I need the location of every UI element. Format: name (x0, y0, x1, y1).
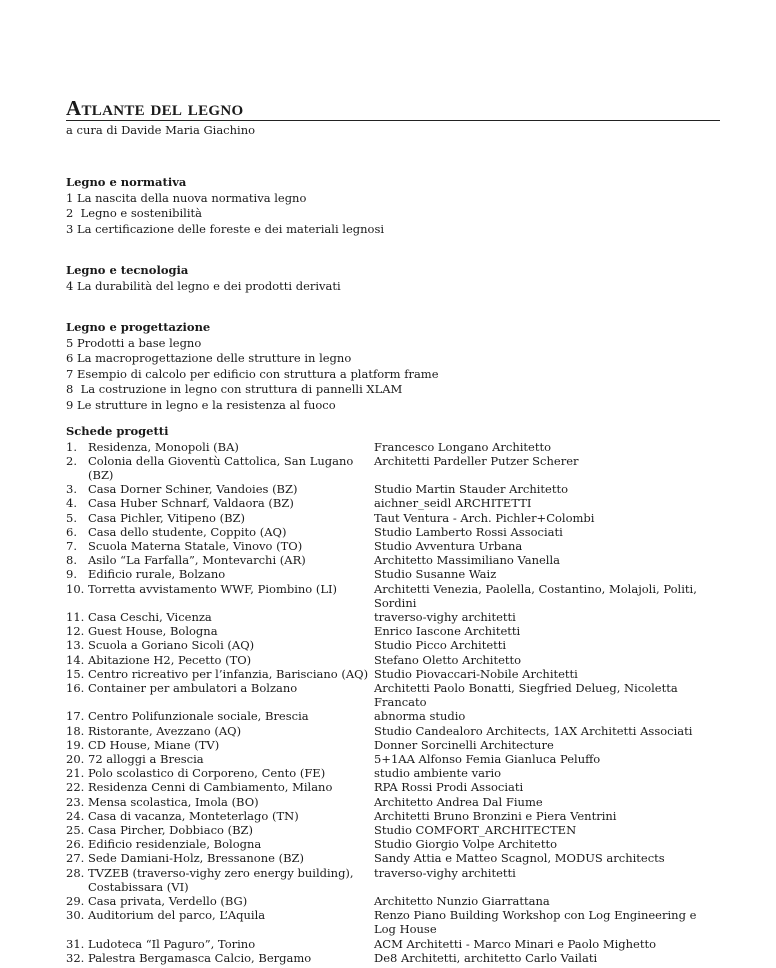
project-architect: Studio Susanne Waiz (374, 567, 497, 582)
project-name: 72 alloggi a Brescia (88, 751, 204, 766)
project-row (66, 724, 720, 738)
project-architect: Stefano Oletto Architetto (374, 652, 522, 667)
project-architect: abnorma studio (374, 709, 466, 724)
project-number: 6. (66, 524, 77, 539)
project-row (66, 809, 720, 823)
project-name: Torretta avvistamento WWF, Piombino (LI) (88, 581, 338, 596)
project-row (66, 937, 720, 951)
project-architect: De8 Architetti, architetto Carlo Vailati (374, 950, 598, 965)
chapter-entry: 7 Esempio di calcolo per edificio con struttura a platform frame (66, 366, 439, 381)
project-row (66, 567, 720, 581)
project-number: 22. (66, 780, 85, 795)
project-name: Scuola Materna Statale, Vinovo (TO) (88, 538, 303, 553)
project-row (66, 823, 720, 837)
project-row (66, 482, 720, 496)
project-architect: RPA Rossi Prodi Associati (374, 780, 524, 795)
project-architect: Studio Lamberto Rossi Associati (374, 524, 563, 539)
project-number: 14. (66, 652, 85, 667)
project-number: 28. (66, 865, 85, 880)
project-row (66, 752, 720, 766)
project-row (66, 638, 720, 652)
project-row (66, 539, 720, 553)
project-name: Colonia della Gioventù Cattolica, San Lugano (BZ) (88, 453, 354, 482)
project-number: 8. (66, 553, 77, 568)
project-name: Casa privata, Verdello (BG) (88, 894, 248, 908)
project-architect: Studio Avventura Urbana (374, 538, 523, 553)
project-name: Polo scolastico di Corporeno, Cento (FE) (88, 766, 326, 781)
project-number: 15. (66, 666, 85, 681)
project-architect: studio ambiente vario (374, 766, 502, 781)
project-row (66, 908, 720, 936)
project-name: Auditorium del parco, L’Aquila (88, 908, 266, 923)
project-name: Ristorante, Avezzano (AQ) (88, 723, 242, 738)
book-editor: a cura di Davide Maria Giachino (66, 123, 256, 137)
project-architect: Studio Picco Architetti (374, 638, 507, 653)
project-name: Casa dello studente, Coppito (AQ) (88, 524, 287, 539)
chapter-entry: 5 Prodotti a base legno (66, 335, 202, 350)
project-name: CD House, Miane (TV) (88, 737, 220, 752)
sections-container (66, 175, 720, 413)
project-name: Casa Huber Schnarf, Valdaora (BZ) (88, 496, 294, 511)
project-name: Scuola a Goriano Sicoli (AQ) (88, 638, 255, 653)
project-architect: Enrico Iascone Architetti (374, 624, 521, 639)
project-name: Palestra Bergamasca Calcio, Bergamo (88, 950, 312, 965)
project-row (66, 624, 720, 638)
project-number: 1. (66, 439, 77, 454)
project-row (66, 610, 720, 624)
project-architect: Studio Piovaccari-Nobile Architetti (374, 666, 578, 681)
project-number: 13. (66, 638, 85, 653)
project-row (66, 894, 720, 908)
chapter-section (66, 263, 720, 294)
project-architect: traverso-vighy architetti (374, 609, 516, 624)
project-row (66, 951, 720, 965)
project-row (66, 795, 720, 809)
project-row (66, 851, 720, 865)
section-heading-schede: Schede progetti (66, 424, 169, 438)
project-number: 26. (66, 837, 85, 852)
section-heading: Legno e progettazione (66, 320, 211, 334)
project-architect: Donner Sorcinelli Architecture (374, 737, 554, 752)
project-row (66, 667, 720, 681)
project-number: 9. (66, 567, 77, 582)
project-name: Ludoteca “Il Paguro”, Torino (88, 936, 256, 951)
project-row (66, 780, 720, 794)
project-architect: aichner_seidl ARCHITETTI (374, 496, 532, 511)
project-row (66, 525, 720, 539)
project-row (66, 866, 720, 894)
project-list (66, 440, 720, 966)
project-row (66, 440, 720, 454)
chapter-section (66, 320, 720, 413)
project-number: 12. (66, 624, 85, 639)
project-number: 2. (66, 453, 77, 468)
section-heading: Legno e tecnologia (66, 263, 189, 277)
project-number: 27. (66, 851, 85, 866)
project-name: Casa Pichler, Vitipeno (BZ) (88, 510, 246, 525)
project-number: 5. (66, 510, 77, 525)
project-row (66, 837, 720, 851)
chapter-entry: 2 Legno e sostenibilità (66, 206, 202, 220)
project-architect: Sandy Attia e Matteo Scagnol, MODUS architects (374, 851, 665, 866)
project-number: 25. (66, 822, 85, 837)
project-architect: Renzo Piano Building Workshop con Log Engineering e Log House (374, 908, 697, 937)
project-name: Centro Polifunzionale sociale, Brescia (88, 709, 309, 724)
project-architect: traverso-vighy architetti (374, 865, 516, 880)
project-architect: Architetto Andrea Dal Fiume (374, 794, 543, 809)
project-architect: Francesco Longano Architetto (374, 439, 551, 454)
project-row (66, 582, 720, 610)
project-name: Residenza Cenni di Cambiamento, Milano (88, 780, 333, 795)
project-number: 24. (66, 808, 85, 823)
project-architect: Architetti Venezia, Paolella, Costantino, Molajoli, Politi, Sordini (374, 581, 697, 610)
project-row (66, 681, 720, 709)
project-architect: Studio Giorgio Volpe Architetto (374, 837, 558, 852)
chapter-entry: 9 Le strutture in legno e la resistenza al fuoco (66, 397, 336, 412)
chapter-section (66, 175, 720, 237)
project-number: 21. (66, 766, 85, 781)
project-number: 10. (66, 581, 85, 596)
project-name: Casa Ceschi, Vicenza (88, 609, 212, 624)
project-number: 20. (66, 751, 85, 766)
project-name: Casa Pircher, Dobbiaco (BZ) (88, 822, 254, 837)
project-name: Casa di vacanza, Monteterlago (TN) (88, 808, 299, 823)
section-heading: Legno e normativa (66, 175, 187, 189)
project-number: 17. (66, 709, 85, 724)
project-row (66, 709, 720, 723)
project-name: Abitazione H2, Pecetto (TO) (88, 652, 252, 667)
project-row (66, 553, 720, 567)
schede-section (66, 424, 720, 965)
table-of-contents (66, 96, 720, 965)
project-architect: 5+1AA Alfonso Femia Gianluca Peluffo (374, 751, 601, 766)
title-rule (66, 120, 720, 121)
project-architect: Architetti Paolo Bonatti, Siegfried Delueg, Nicoletta Francato (374, 680, 678, 710)
project-name: Residenza, Monopoli (BA) (88, 439, 239, 454)
chapter-entry: 6 La macroprogettazione delle strutture in legno (66, 351, 352, 365)
project-architect: ACM Architetti - Marco Minari e Paolo Mighetto (374, 936, 657, 951)
project-name: Sede Damiani-Holz, Bressanone (BZ) (88, 851, 305, 866)
project-number: 30. (66, 908, 85, 923)
chapter-entry: 3 La certificazione delle foreste e dei materiali legnosi (66, 221, 385, 236)
book-title: Atlante del legno (66, 96, 244, 120)
project-name: Asilo “La Farfalla”, Montevarchi (AR) (88, 553, 306, 568)
project-number: 7. (66, 538, 77, 553)
project-number: 3. (66, 482, 77, 497)
project-name: Casa Dorner Schiner, Vandoies (BZ) (88, 482, 298, 497)
project-name: Centro ricreativo per l’infanzia, Barisciano (AQ) (88, 666, 369, 681)
project-number: 16. (66, 680, 85, 695)
project-name: Edificio residenziale, Bologna (88, 837, 262, 852)
project-number: 18. (66, 723, 85, 738)
project-row (66, 511, 720, 525)
project-number: 32. (66, 950, 85, 965)
project-name: TVZEB (traverso-vighy zero energy building), Costabissara (VI) (88, 865, 354, 894)
project-name: Mensa scolastica, Imola (BO) (88, 794, 259, 809)
project-architect: Studio Candealoro Architects, 1AX Architetti Associati (374, 723, 693, 738)
project-architect: Architetto Nunzio Giarrattana (374, 894, 550, 908)
project-row (66, 738, 720, 752)
project-architect: Architetti Pardeller Putzer Scherer (374, 453, 579, 468)
chapter-entry: 8 La costruzione in legno con struttura di pannelli XLAM (66, 382, 403, 396)
project-number: 29. (66, 894, 85, 908)
project-architect: Studio COMFORT_ARCHITECTEN (374, 822, 577, 837)
project-name: Guest House, Bologna (88, 624, 218, 639)
project-row (66, 766, 720, 780)
project-number: 23. (66, 794, 85, 809)
project-architect: Architetto Massimiliano Vanella (374, 553, 560, 568)
project-name: Container per ambulatori a Bolzano (88, 680, 298, 695)
project-name: Edificio rurale, Bolzano (88, 567, 226, 582)
project-architect: Taut Ventura - Arch. Pichler+Colombi (374, 510, 595, 525)
project-architect: Studio Martin Stauder Architetto (374, 482, 569, 497)
project-number: 31. (66, 936, 85, 951)
project-number: 4. (66, 496, 77, 511)
project-row (66, 653, 720, 667)
chapter-entry: 1 La nascita della nuova normativa legno (66, 190, 307, 205)
chapter-entry: 4 La durabilità del legno e dei prodotti derivati (66, 278, 341, 293)
project-number: 11. (66, 609, 85, 624)
project-row (66, 496, 720, 510)
project-number: 19. (66, 737, 85, 752)
project-row (66, 454, 720, 482)
project-architect: Architetti Bruno Bronzini e Piera Ventrini (374, 808, 617, 823)
